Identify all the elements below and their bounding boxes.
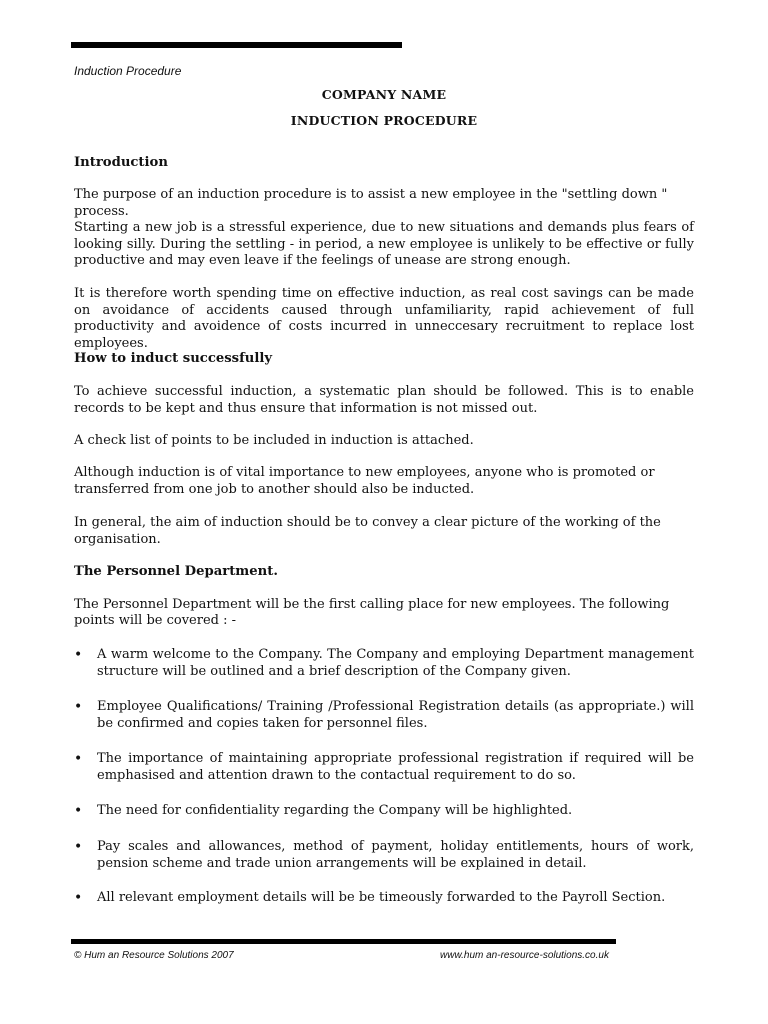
how-to-paragraph-4: In general, the aim of induction should be to convey a clear picture of the working of the organisation. (74, 515, 661, 547)
bullet-icon: • (74, 839, 83, 855)
how-to-paragraph-1: To achieve successful induction, a systematic plan should be followed. This is to enable records to be kept and thus ensure that information is not missed out. (74, 384, 694, 416)
list-item (74, 890, 694, 907)
list-item (74, 647, 694, 680)
list-item-text: A warm welcome to the Company. The Company and employing Department management structure will be outlined and a brief description of the Company given. (97, 647, 694, 679)
introduction-paragraph-3: It is therefore worth spending time on effective induction, as real cost savings can be made on avoidance of accidents caused through unfamiliarity, rapid achievement of full productivity and avoidence of costs incurred in unneccesary recruitment to replace lost employees. (74, 286, 694, 351)
how-to-paragraph-2: A check list of points to be included in induction is attached. (74, 433, 474, 448)
list-item-text: The importance of maintaining appropriate professional registration if required will be emphasised and attention drawn to the contactual requirement to do so. (97, 751, 694, 783)
list-item-text: Pay scales and allowances, method of payment, holiday entitlements, hours of work, pension scheme and trade union arrangements will be explained in detail. (97, 839, 694, 871)
footer-copyright: © Hum an Resource Solutions 2007 (74, 950, 234, 961)
personnel-heading: The Personnel Department. (74, 564, 278, 579)
bullet-icon: • (74, 699, 83, 715)
bullet-icon: • (74, 890, 83, 906)
footer-website: www.hum an-resource-solutions.co.uk (440, 950, 609, 961)
personnel-intro-line-1: The Personnel Department will be the first calling place for new employees. The following (74, 597, 670, 612)
list-item-text: All relevant employment details will be be timeously forwarded to the Payroll Section. (97, 890, 666, 905)
list-item (74, 699, 694, 732)
how-to-paragraph-3: Although induction is of vital importance to new employees, anyone who is promoted or transferred from one job to another should also be inducted. (74, 465, 655, 497)
list-item (74, 751, 694, 784)
running-header: Induction Procedure (74, 64, 182, 78)
list-item-text: Employee Qualifications/ Training /Professional Registration details (as appropriate.) will be confirmed and copies taken for personnel files. (97, 699, 694, 731)
list-item (74, 803, 694, 820)
company-name: COMPANY NAME (321, 87, 447, 102)
introduction-paragraph-2: Starting a new job is a stressful experience, due to new situations and demands plus fears of looking silly. During the settling - in period, a new employee is unlikely to be effective or fully productive and may even leave if the feelings of unease are strong enough. (74, 220, 694, 268)
bullet-icon: • (74, 751, 83, 767)
top-rule (71, 42, 402, 48)
introduction-paragraph-1: The purpose of an induction procedure is to assist a new employee in the "settling down " process. (74, 187, 668, 219)
list-item (74, 839, 694, 872)
introduction-heading: Introduction (74, 155, 168, 170)
footer-rule (71, 939, 616, 944)
how-to-heading: How to induct successfully (74, 351, 273, 366)
personnel-intro-line-2: points will be covered : - (74, 613, 236, 628)
bullet-icon: • (74, 803, 83, 819)
list-item-text: The need for confidentiality regarding the Company will be highlighted. (97, 803, 573, 818)
document-title: INDUCTION PROCEDURE (290, 113, 478, 128)
bullet-icon: • (74, 647, 83, 663)
